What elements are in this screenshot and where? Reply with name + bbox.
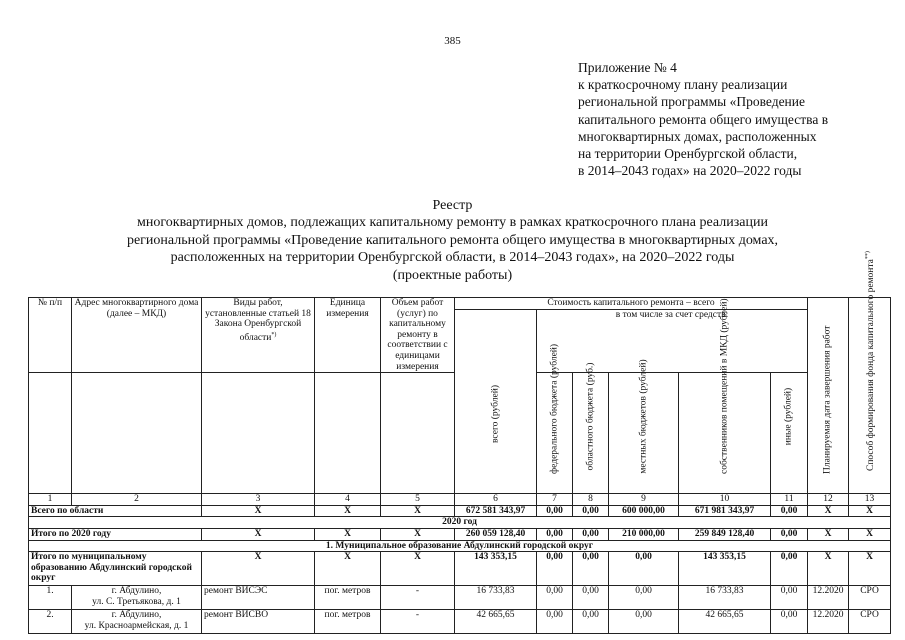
registry-line: расположенных на территории Оренбургской области, в 2014–2043 годах», на 2020–2022 годы [170,250,735,266]
appendix-line: Приложение № 4 [578,60,677,75]
registry-line: региональной программы «Проведение капитального ремонта общего имущества в многоквартирных домах, [126,232,779,248]
header-deadline: Планируемая дата завершения работ [808,298,849,494]
header-sources-group: в том числе за счет средств: [537,309,808,373]
header-unit: Единица измерения [315,298,381,373]
header-address: Адрес многоквартирного дома (далее – МКД) [72,298,202,373]
total-municipality-row: Итого по муниципальному образованию Абдулинский городской округ Х Х Х 143 353,15 0,00 0,00 0,00 143 353,15 0,00 Х Х [29,552,891,586]
year-section-row: 2020 год [29,517,891,529]
registry-line: многоквартирных домов, подлежащих капитальному ремонту в рамках краткосрочного плана реализации [137,215,768,231]
registry-heading [60,197,845,284]
total-2020-row: Итого по 2020 году Х Х Х 260 059 128,40 0,00 0,00 210 000,00 259 849 128,40 0,00 Х Х [29,528,891,540]
header-regional: областного бюджета (руб.) [573,373,609,494]
header-work: Виды работ, установленные статьей 18 Закона Оренбургской области*) [202,298,315,373]
total-region-row: Всего по области Х Х Х 672 581 343,97 0,00 0,00 600 000,00 671 981 343,97 0,00 Х Х [29,505,891,517]
appendix-block [578,59,878,179]
header-num: № п/п [29,298,72,373]
registry-title: Реестр [432,198,473,213]
header-total: всего (рублей) [455,309,537,494]
page-number: 385 [444,35,461,47]
header-local: местных бюджетов (рублей) [609,373,679,494]
column-numbers-row: 1 2 3 4 5 6 7 8 9 10 11 12 13 [29,494,891,506]
appendix-line: к краткосрочному плану реализации [578,77,788,93]
table-row: 2. г. Абдулино, ул. Красноармейская, д. 1 ремонт ВИСВО пог. метров - 42 665,65 0,00 0,00 0,00 42 665,65 0,00 12.2020 СРО [29,610,891,634]
municipality-section-row: 1. Муниципальное образование Абдулинский городской округ [29,540,891,552]
header-cost-group: Стоимость капитального ремонта – всего [455,298,808,310]
header-other: иные (рублей) [771,373,808,494]
appendix-line: региональной программы «Проведение [578,94,806,110]
header-federal: федерального бюджета (рублей) [537,373,573,494]
header-row [29,298,891,310]
table-row: 1. г. Абдулино, ул. С. Третьякова, д. 1 ремонт ВИСЭС пог. метров - 16 733,83 0,00 0,00 0,00 16 733,83 0,00 12.2020 СРО [29,586,891,610]
appendix-line: многоквартирных домах, расположенных [578,128,817,144]
header-fund: Способ формирования фонда капитального ремонта**) [849,298,891,494]
registry-line: (проектные работы) [392,267,513,283]
appendix-line: на территории Оренбургской области, [578,146,798,162]
appendix-line: в 2014–2043 годах» на 2020–2022 годы [578,163,802,179]
header-owners: собственников помещений в МКД (рублей) [679,373,771,494]
header-volume: Объем работ (услуг) по капитальному ремонту в соответствии с единицами измерения [381,298,455,373]
appendix-line: капитального ремонта общего имущества в [578,111,829,127]
